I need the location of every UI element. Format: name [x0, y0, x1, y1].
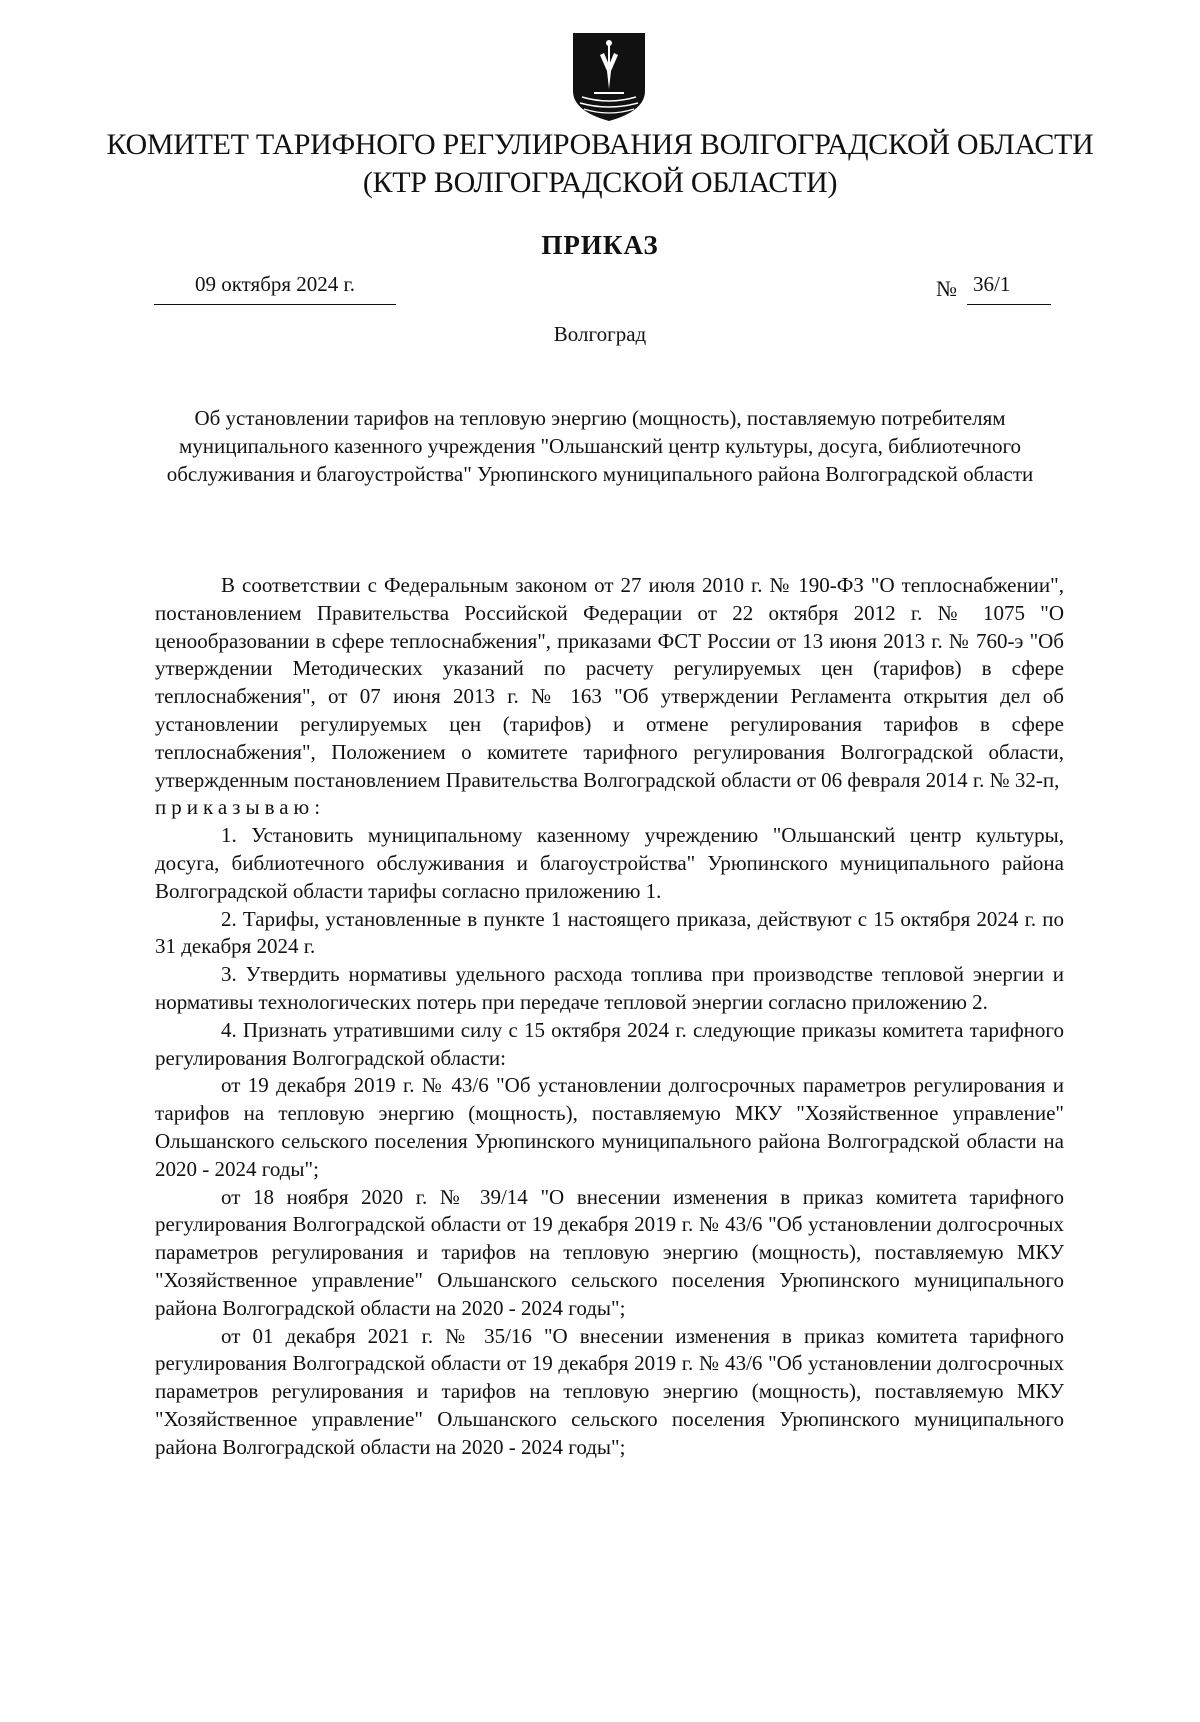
- coat-of-arms-icon: [570, 31, 648, 123]
- list-item: 1. Установить муниципальному казенному учреждению "Ольшанский центр культуры, досуга, библиотечного обслуживания и благоустройства" Урюпинского муниципального района Волгоградской области тарифы согласно приложению 1.: [155, 823, 1064, 903]
- document-type: ПРИКАЗ: [541, 230, 659, 260]
- list-item: 4. Признать утратившими силу с 15 октября 2024 г. следующие приказы комитета тарифного регулирования Волгоградской области:: [155, 1017, 1064, 1070]
- order-city: Волгоград: [553, 322, 647, 346]
- organization-name: КОМИТЕТ ТАРИФНОГО РЕГУЛИРОВАНИЯ ВОЛГОГРАДСКОЙ ОБЛАСТИ: [106, 128, 1094, 161]
- list-item: от 01 декабря 2021 г. № 35/16 "О внесении изменения в приказ комитета тарифного регулирования Волгоградской области от 19 декабря 2019 г. № 43/6 "Об установлении долгосрочных параметров регулирования и тарифов на тепловую энергию (мощность), поставляемую МКУ "Хозяйственное управление" Ольшанского сельского поселения Урюпинского муниципального района Волгоградской области на 2020 - 2024 годы";: [155, 1323, 1064, 1459]
- order-number: 36/1: [967, 270, 1051, 305]
- order-number-label: №: [936, 276, 957, 301]
- order-subject: Об установлении тарифов на тепловую энергию (мощность), поставляемую потребителям муниципального казенного учреждения "Ольшанский центр культуры, досуга, библиотечного обслуживания и благоустройства" Урюпинского муниципального района Волгоградской области: [166, 406, 1034, 486]
- list-item: от 19 декабря 2019 г. № 43/6 "Об установлении долгосрочных параметров регулирования и тарифов на тепловую энергию (мощность), поставляемую МКУ "Хозяйственное управление" Ольшанского сельского поселения Урюпинского муниципального района Волгоградской области на 2020 - 2024 годы";: [155, 1073, 1064, 1181]
- preamble-paragraph: В соответствии с Федеральным законом от 27 июля 2010 г. № 190-ФЗ "О теплоснабжении", постановлением Правительства Российской Федерации от 22 октября 2012 г. № 1075 "О ценообразовании в сфере теплоснабжения", приказами ФСТ России от 13 июня 2013 г. № 760-э "Об утверждении Методических указаний по расчету регулируемых цен (тарифов) в сфере теплоснабжения", от 07 июня 2013 г. № 163 "Об утверждении Регламента открытия дел об установлении регулируемых цен (тарифов) и отмене регулирования тарифов в сфере теплоснабжения", Положением о комитете тарифного регулирования Волгоградской области, утвержденным постановлением Правительства Волгоградской области от 06 февраля 2014 г. № 32-п,: [155, 573, 1064, 792]
- list-item: 3. Утвердить нормативы удельного расхода топлива при производстве тепловой энергии и нормативы технологических потерь при передаче тепловой энергии согласно приложению 2.: [155, 962, 1064, 1014]
- order-date: 09 октября 2024 г.: [154, 270, 396, 305]
- decree-word: приказываю:: [155, 795, 326, 820]
- list-item: от 18 ноября 2020 г. № 39/14 "О внесении изменения в приказ комитета тарифного регулирования Волгоградской области от 19 декабря 2019 г. № 43/6 "Об установлении долгосрочных параметров регулирования и тарифов на тепловую энергию (мощность), поставляемую МКУ "Хозяйственное управление" Ольшанского сельского поселения Урюпинского муниципального района Волгоградской области на 2020 - 2024 годы";: [155, 1184, 1064, 1320]
- order-body: [155, 572, 1064, 1462]
- list-item: 2. Тарифы, установленные в пункте 1 настоящего приказа, действуют с 15 октября 2024 г. по 31 декабря 2024 г.: [155, 906, 1064, 959]
- organization-abbreviation: (КТР ВОЛГОГРАДСКОЙ ОБЛАСТИ): [362, 166, 838, 199]
